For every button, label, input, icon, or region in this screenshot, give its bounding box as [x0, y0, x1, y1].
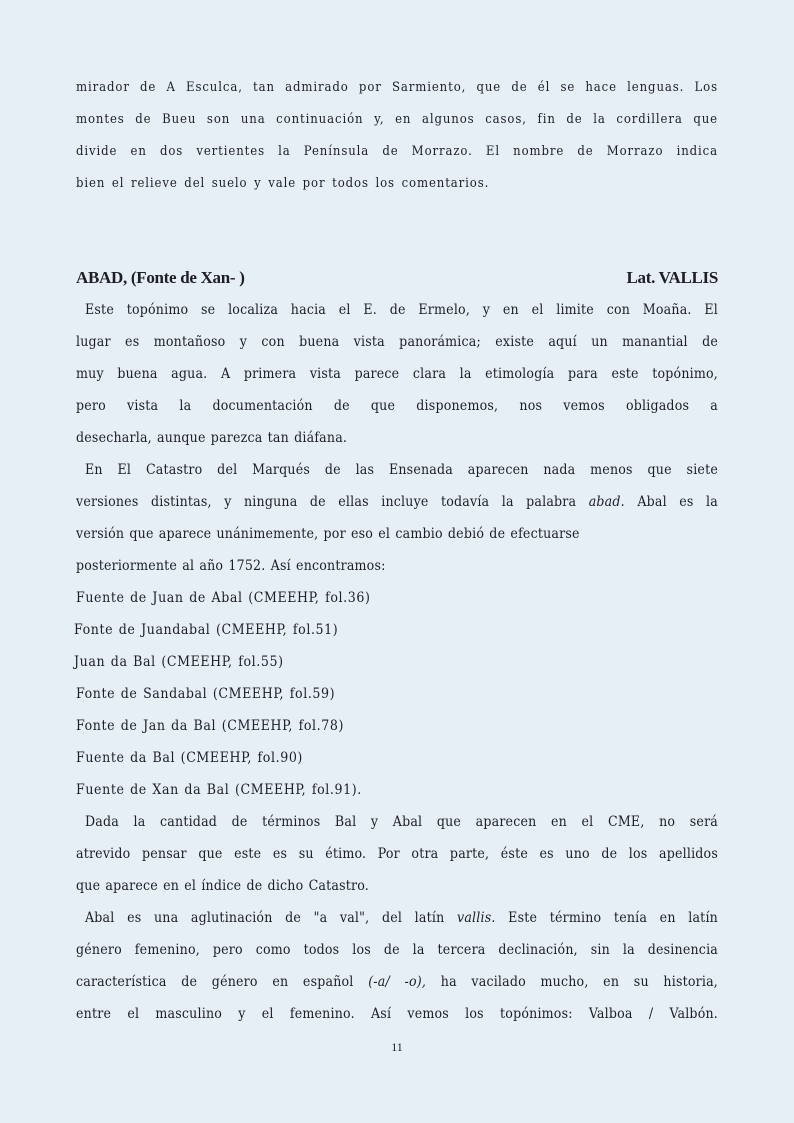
text-line: muy buena agua. A primera vista parece clara la etimología para este topónimo,: [76, 366, 718, 382]
paragraph-catastro: [76, 454, 718, 582]
text-line: bien el relieve del suelo y vale por todos los comentarios.: [76, 176, 490, 191]
text-span: versiones distintas, y ninguna de ellas incluye todavía la palabra: [76, 494, 589, 510]
source-item: Fuente de Juan de Abal (CMEEHP, fol.36): [76, 590, 371, 606]
text-line: En El Catastro del Marqués de las Ensenada aparecen nada menos que siete: [85, 462, 718, 478]
paragraph-etimo: [76, 806, 718, 902]
text-span: Abal es la: [624, 494, 718, 510]
text-line: [76, 902, 718, 934]
text-line: [76, 486, 718, 518]
text-span: característica de género en español: [76, 974, 369, 990]
paragraph-aglutinacion: [76, 902, 718, 1030]
text-line: [76, 966, 718, 998]
text-line: versión que aparece unánimemente, por eso el cambio debió de efectuarse: [76, 526, 580, 542]
text-line: lugar es montañoso y con buena vista panorámica; existe aquí un manantial de: [76, 334, 718, 350]
text-line: género femenino, pero como todos los de la tercera declinación, sin la desinencia: [76, 942, 718, 958]
text-span: Abal es una aglutinación de "a val", del latín: [85, 910, 458, 926]
text-line: mirador de A Esculca, tan admirado por Sarmiento, que de él se hace lenguas. Los: [76, 80, 718, 95]
source-list: [76, 582, 718, 806]
source-item: Juan da Bal (CMEEHP, fol.55): [74, 654, 284, 670]
source-item: Fonte de Juandabal (CMEEHP, fol.51): [74, 622, 339, 638]
source-item: Fuente de Xan da Bal (CMEEHP, fol.91).: [76, 782, 362, 798]
entry-heading: [76, 262, 718, 294]
text-line: montes de Bueu son una continuación y, en algunos casos, fin de la cordillera que: [76, 112, 718, 127]
text-line: atrevido pensar que este es su étimo. Por otra parte, éste es uno de los apellidos: [76, 846, 718, 862]
entry-latin-etymon: Lat. VALLIS: [626, 268, 718, 287]
document-page: [76, 72, 718, 1030]
text-line: Este topónimo se localiza hacia el E. de Ermelo, y en el limite con Moaña. El: [85, 302, 718, 318]
page-number: 11: [391, 1040, 403, 1054]
intro-paragraph: [76, 72, 718, 200]
text-line: pero vista la documentación de que disponemos, nos vemos obligados a: [76, 398, 718, 414]
text-line: desecharla, aunque parezca tan diáfana.: [76, 430, 348, 446]
text-line: divide en dos vertientes la Península de Morrazo. El nombre de Morrazo indica: [76, 144, 718, 159]
source-item: Fonte de Sandabal (CMEEHP, fol.59): [76, 686, 336, 702]
italic-term: (-a/ -o),: [368, 974, 427, 990]
text-span: ha vacilado mucho, en su historia,: [426, 974, 719, 990]
source-item: Fonte de Jan da Bal (CMEEHP, fol.78): [76, 718, 344, 734]
italic-term: abad.: [588, 494, 625, 510]
entry-title: ABAD, (Fonte de Xan- ): [76, 268, 245, 287]
paragraph-location: [76, 294, 718, 454]
text-line: que aparece en el índice de dicho Catastro.: [76, 878, 369, 894]
text-line: posteriormente al año 1752. Así encontramos:: [76, 558, 386, 574]
text-line: Dada la cantidad de términos Bal y Abal que aparecen en el CME, no será: [85, 814, 718, 830]
text-line: entre el masculino y el femenino. Así vemos los topónimos: Valboa / Valbón.: [76, 1006, 718, 1022]
italic-term: vallis.: [457, 910, 496, 926]
source-item: Fuente da Bal (CMEEHP, fol.90): [76, 750, 303, 766]
text-span: Este término tenía en latín: [495, 910, 718, 926]
